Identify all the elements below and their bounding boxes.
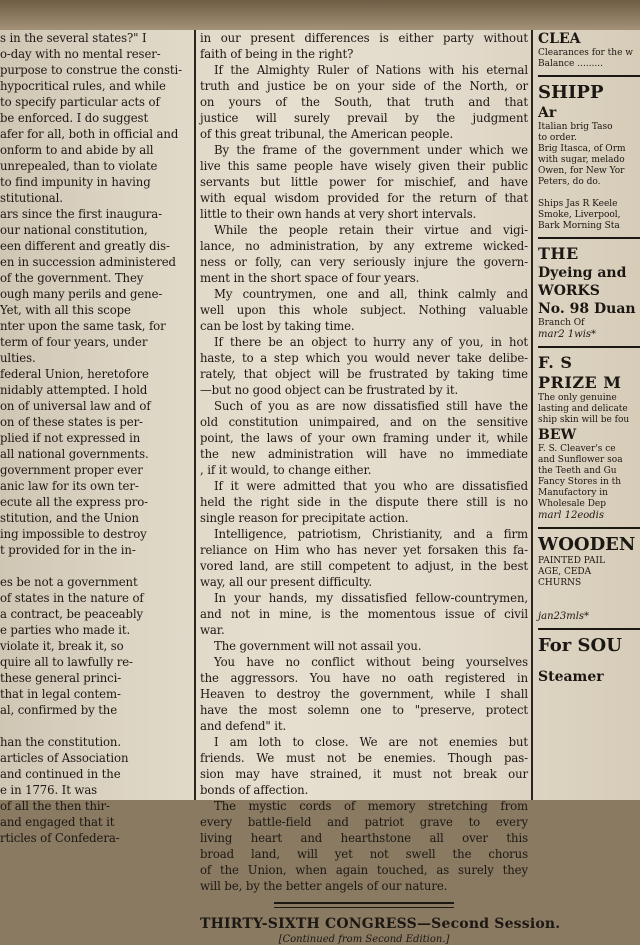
text-line: old constitution unimpaired, and on the sensitive bbox=[200, 415, 528, 429]
text-line: een different and greatly dis- bbox=[0, 239, 170, 253]
ad-text: Ships Jas R Keele bbox=[538, 199, 618, 209]
section-separator bbox=[274, 902, 454, 908]
text-line: , if it would, to change either. bbox=[200, 463, 372, 477]
text-line: al, confirmed by the bbox=[0, 703, 118, 717]
text-line bbox=[0, 718, 190, 734]
text-line: and continued in the bbox=[0, 767, 121, 781]
text-line: single reason for precipitate action. bbox=[200, 511, 409, 525]
column-rule bbox=[531, 30, 533, 800]
text-line: sion may have strained, it must not break our bbox=[200, 767, 528, 781]
ad-text: mar2 1wis* bbox=[538, 329, 597, 340]
text-line: little to their own hands at very short intervals. bbox=[200, 207, 477, 221]
ad-text: Branch Of bbox=[538, 318, 585, 328]
text-line: live this same people have wisely given their public bbox=[200, 159, 528, 173]
text-line: of states in the nature of bbox=[0, 591, 144, 605]
ad-text: SHIPP bbox=[538, 82, 604, 103]
text-line: our national constitution, bbox=[0, 223, 148, 237]
ad-text: WORKS bbox=[538, 283, 600, 299]
text-line: held the right side in the dispute there still is no bbox=[200, 495, 528, 509]
ad-text: Steamer bbox=[538, 669, 604, 685]
text-line: point, the laws of your own framing under it, while bbox=[200, 431, 528, 445]
text-line: on of universal law and of bbox=[0, 399, 151, 413]
text-line: will be, by the better angels of our nature. bbox=[200, 879, 448, 893]
text-line: bonds of affection. bbox=[200, 783, 309, 797]
text-line: t provided for in the in- bbox=[0, 543, 136, 557]
text-line: on yours of the South, that truth and that bbox=[200, 95, 528, 109]
text-line: broad land, will yet not swell the chorus bbox=[200, 847, 528, 861]
text-line: e parties who made it. bbox=[0, 623, 131, 637]
ad-text: to order. bbox=[538, 133, 577, 143]
ad-text: WOODEN bbox=[538, 534, 636, 555]
text-line: can be lost by taking time. bbox=[200, 319, 355, 333]
text-line: afer for all, both in official and bbox=[0, 127, 179, 141]
ad-text bbox=[538, 188, 640, 199]
ad-text: CHURNS bbox=[538, 578, 582, 588]
text-line: o-day with no mental reser- bbox=[0, 47, 161, 61]
ad-text: Fancy Stores in th bbox=[538, 477, 622, 487]
ad-text: No. 98 Duan bbox=[538, 301, 636, 317]
text-line: My countrymen, one and all, think calmly and bbox=[214, 287, 528, 301]
text-line: If there be an object to hurry any of you, in hot bbox=[214, 335, 528, 349]
text-line: war. bbox=[200, 623, 225, 637]
ad-text: For SOU bbox=[538, 635, 622, 656]
text-line: servants but little power for mischief, and have bbox=[200, 175, 528, 189]
ad-text: Manufactory in bbox=[538, 488, 608, 498]
text-line: all national governments. bbox=[0, 447, 149, 461]
text-line: and defend" it. bbox=[200, 719, 287, 733]
text-line: lance, no administration, by any extreme wicked- bbox=[200, 239, 528, 253]
left-column bbox=[0, 30, 190, 845]
text-line: Yet, with all this scope bbox=[0, 303, 131, 317]
text-line: these general princi- bbox=[0, 671, 122, 685]
text-line: reliance on Him who has never yet forsaken this fa- bbox=[200, 543, 528, 557]
text-line: hypocritical rules, and while bbox=[0, 79, 166, 93]
ad-text bbox=[538, 589, 640, 600]
text-line: truth and justice be on your side of the North, or bbox=[200, 79, 528, 93]
text-line: han the constitution. bbox=[0, 735, 121, 749]
text-line: ough many perils and gene- bbox=[0, 287, 163, 301]
text-line: If the Almighty Ruler of Nations with his eternal bbox=[214, 63, 528, 77]
ad-text: THE bbox=[538, 244, 579, 263]
text-line: every battle-field and patriot grave to every bbox=[200, 815, 528, 829]
column-rule bbox=[194, 30, 196, 800]
section-subhead: [Continued from Second Edition.] bbox=[278, 934, 450, 945]
ad-text: and Sunflower soa bbox=[538, 455, 623, 465]
ad-text: Balance ......... bbox=[538, 59, 603, 69]
ad-text: AGE, CEDA bbox=[538, 567, 592, 577]
ad-text: Smoke, Liverpool, bbox=[538, 210, 621, 220]
ad-text: PRIZE M bbox=[538, 373, 622, 392]
text-line: and engaged that it bbox=[0, 815, 115, 829]
text-line: the new administration will have no immediate bbox=[200, 447, 528, 461]
right-column-ads bbox=[538, 30, 640, 800]
ad-text: the Teeth and Gu bbox=[538, 466, 617, 476]
text-line: Heaven to destroy the government, while I shall bbox=[200, 687, 528, 701]
text-line: e in 1776. It was bbox=[0, 783, 98, 797]
text-line: In your hands, my dissatisfied fellow-countrymen, bbox=[214, 591, 528, 605]
text-line: way, all our present difficulty. bbox=[200, 575, 372, 589]
text-line: living heart and hearthstone all over this bbox=[200, 831, 528, 845]
text-line: vored land, are still competent to adjust, in the best bbox=[200, 559, 528, 573]
ad-text: marl 12eodis bbox=[538, 510, 604, 521]
text-line: The government will not assail you. bbox=[214, 639, 422, 653]
text-line: to specify particular acts of bbox=[0, 95, 160, 109]
text-line: onform to and abide by all bbox=[0, 143, 154, 157]
ad-text: Ar bbox=[538, 105, 557, 121]
text-line: anic law for its own ter- bbox=[0, 479, 139, 493]
text-line: and not in mine, is the momentous issue of civil bbox=[200, 607, 528, 621]
text-line: articles of Association bbox=[0, 751, 129, 765]
text-line: The mystic cords of memory stretching from bbox=[214, 799, 528, 813]
top-edge-strip bbox=[0, 0, 640, 30]
text-line: plied if not expressed in bbox=[0, 431, 141, 445]
text-line: friends. We must not be enemies. Though pas- bbox=[200, 751, 528, 765]
text-line: —but no good object can be frustrated by it. bbox=[200, 383, 459, 397]
text-line: faith of being in the right? bbox=[200, 47, 354, 61]
text-line: on of these states is per- bbox=[0, 415, 143, 429]
ad-text: ship skin will be fou bbox=[538, 415, 630, 425]
text-line: s in the several states?" I bbox=[0, 31, 147, 45]
text-line: ecute all the express pro- bbox=[0, 495, 148, 509]
inaugural-address-text bbox=[200, 30, 528, 894]
text-line: the aggressors. You have no oath registered in bbox=[200, 671, 528, 685]
text-line: ars since the first inaugura- bbox=[0, 207, 162, 221]
ad-text: with sugar, melado bbox=[538, 155, 625, 165]
text-line: unrepealed, than to violate bbox=[0, 159, 158, 173]
text-line: well upon this whole subject. Nothing valuable bbox=[200, 303, 528, 317]
ad-text: CLEA bbox=[538, 31, 581, 47]
ad-text bbox=[538, 657, 640, 668]
ad-text: Bark Morning Sta bbox=[538, 221, 620, 231]
text-line: have the most solemn one to "preserve, protect bbox=[200, 703, 528, 717]
text-line: quire all to lawfully re- bbox=[0, 655, 133, 669]
text-line: purpose to construe the consti- bbox=[0, 63, 182, 77]
text-line: of all the then thir- bbox=[0, 799, 110, 813]
ad-divider bbox=[538, 346, 640, 348]
ad-text: PAINTED PAIL bbox=[538, 556, 606, 566]
ad-text: Wholesale Dep bbox=[538, 499, 607, 509]
text-line: term of four years, under bbox=[0, 335, 148, 349]
ad-text: Owen, for New Yor bbox=[538, 166, 625, 176]
text-line: I am loth to close. We are not enemies but bbox=[214, 735, 528, 749]
ad-text: BEW bbox=[538, 427, 577, 443]
text-line: While the people retain their virtue and vigi- bbox=[214, 223, 528, 237]
text-line: ulties. bbox=[0, 351, 36, 365]
text-line: en in succession administered bbox=[0, 255, 176, 269]
text-line: justice will surely prevail by the judgment bbox=[200, 111, 528, 125]
text-line: government proper ever bbox=[0, 463, 143, 477]
text-line: be enforced. I do suggest bbox=[0, 111, 149, 125]
text-line: stitutional. bbox=[0, 191, 63, 205]
text-line: in our present differences is either party without bbox=[200, 31, 528, 45]
ad-text: Brig Itasca, of Orm bbox=[538, 144, 626, 154]
text-line: that in legal contem- bbox=[0, 687, 121, 701]
ad-text bbox=[538, 600, 640, 611]
text-line: federal Union, heretofore bbox=[0, 367, 149, 381]
text-line bbox=[0, 558, 190, 574]
ad-divider bbox=[538, 237, 640, 239]
ad-text: jan23mls* bbox=[538, 611, 590, 622]
text-line: By the frame of the government under which we bbox=[214, 143, 528, 157]
ad-text: Peters, do do. bbox=[538, 177, 601, 187]
text-line: Such of you as are now dissatisfied still have the bbox=[214, 399, 528, 413]
ad-text: Dyeing and bbox=[538, 265, 627, 281]
text-line: You have no conflict without being yourselves bbox=[214, 655, 528, 669]
text-line: If it were admitted that you who are dissatisfied bbox=[214, 479, 528, 493]
text-line: nter upon the same task, for bbox=[0, 319, 166, 333]
text-line: rately, that object will be frustrated by taking time bbox=[200, 367, 528, 381]
ad-text: F. S bbox=[538, 353, 573, 372]
text-line: of the government. They bbox=[0, 271, 144, 285]
ad-divider bbox=[538, 527, 640, 529]
ad-divider bbox=[538, 628, 640, 630]
text-line: ness or folly, can very seriously injure the govern- bbox=[200, 255, 528, 269]
text-line: ment in the short space of four years. bbox=[200, 271, 420, 285]
text-line: a contract, be peaceably bbox=[0, 607, 144, 621]
text-line: of this great tribunal, the American people. bbox=[200, 127, 454, 141]
text-line: violate it, break it, so bbox=[0, 639, 124, 653]
text-line: stitution, and the Union bbox=[0, 511, 139, 525]
section-headline: THIRTY-SIXTH CONGRESS—Second Session. bbox=[200, 916, 561, 932]
text-line: es be not a government bbox=[0, 575, 138, 589]
ad-text: Clearances for the w bbox=[538, 48, 633, 58]
text-line: ing impossible to destroy bbox=[0, 527, 147, 541]
ad-text: lasting and delicate bbox=[538, 404, 628, 414]
text-line: rticles of Confedera- bbox=[0, 831, 120, 845]
ad-text: The only genuine bbox=[538, 393, 617, 403]
text-line: to find impunity in having bbox=[0, 175, 151, 189]
text-line: nidably attempted. I hold bbox=[0, 383, 148, 397]
text-line: haste, to a step which you would never take delibe- bbox=[200, 351, 528, 365]
text-line: of the Union, when again touched, as surely they bbox=[200, 863, 528, 877]
ad-text: F. S. Cleaver's ce bbox=[538, 444, 616, 454]
ad-divider bbox=[538, 75, 640, 77]
text-line: with equal wisdom provided for the return of that bbox=[200, 191, 528, 205]
text-line: Intelligence, patriotism, Christianity, and a firm bbox=[214, 527, 528, 541]
ad-text: Italian brig Taso bbox=[538, 122, 613, 132]
